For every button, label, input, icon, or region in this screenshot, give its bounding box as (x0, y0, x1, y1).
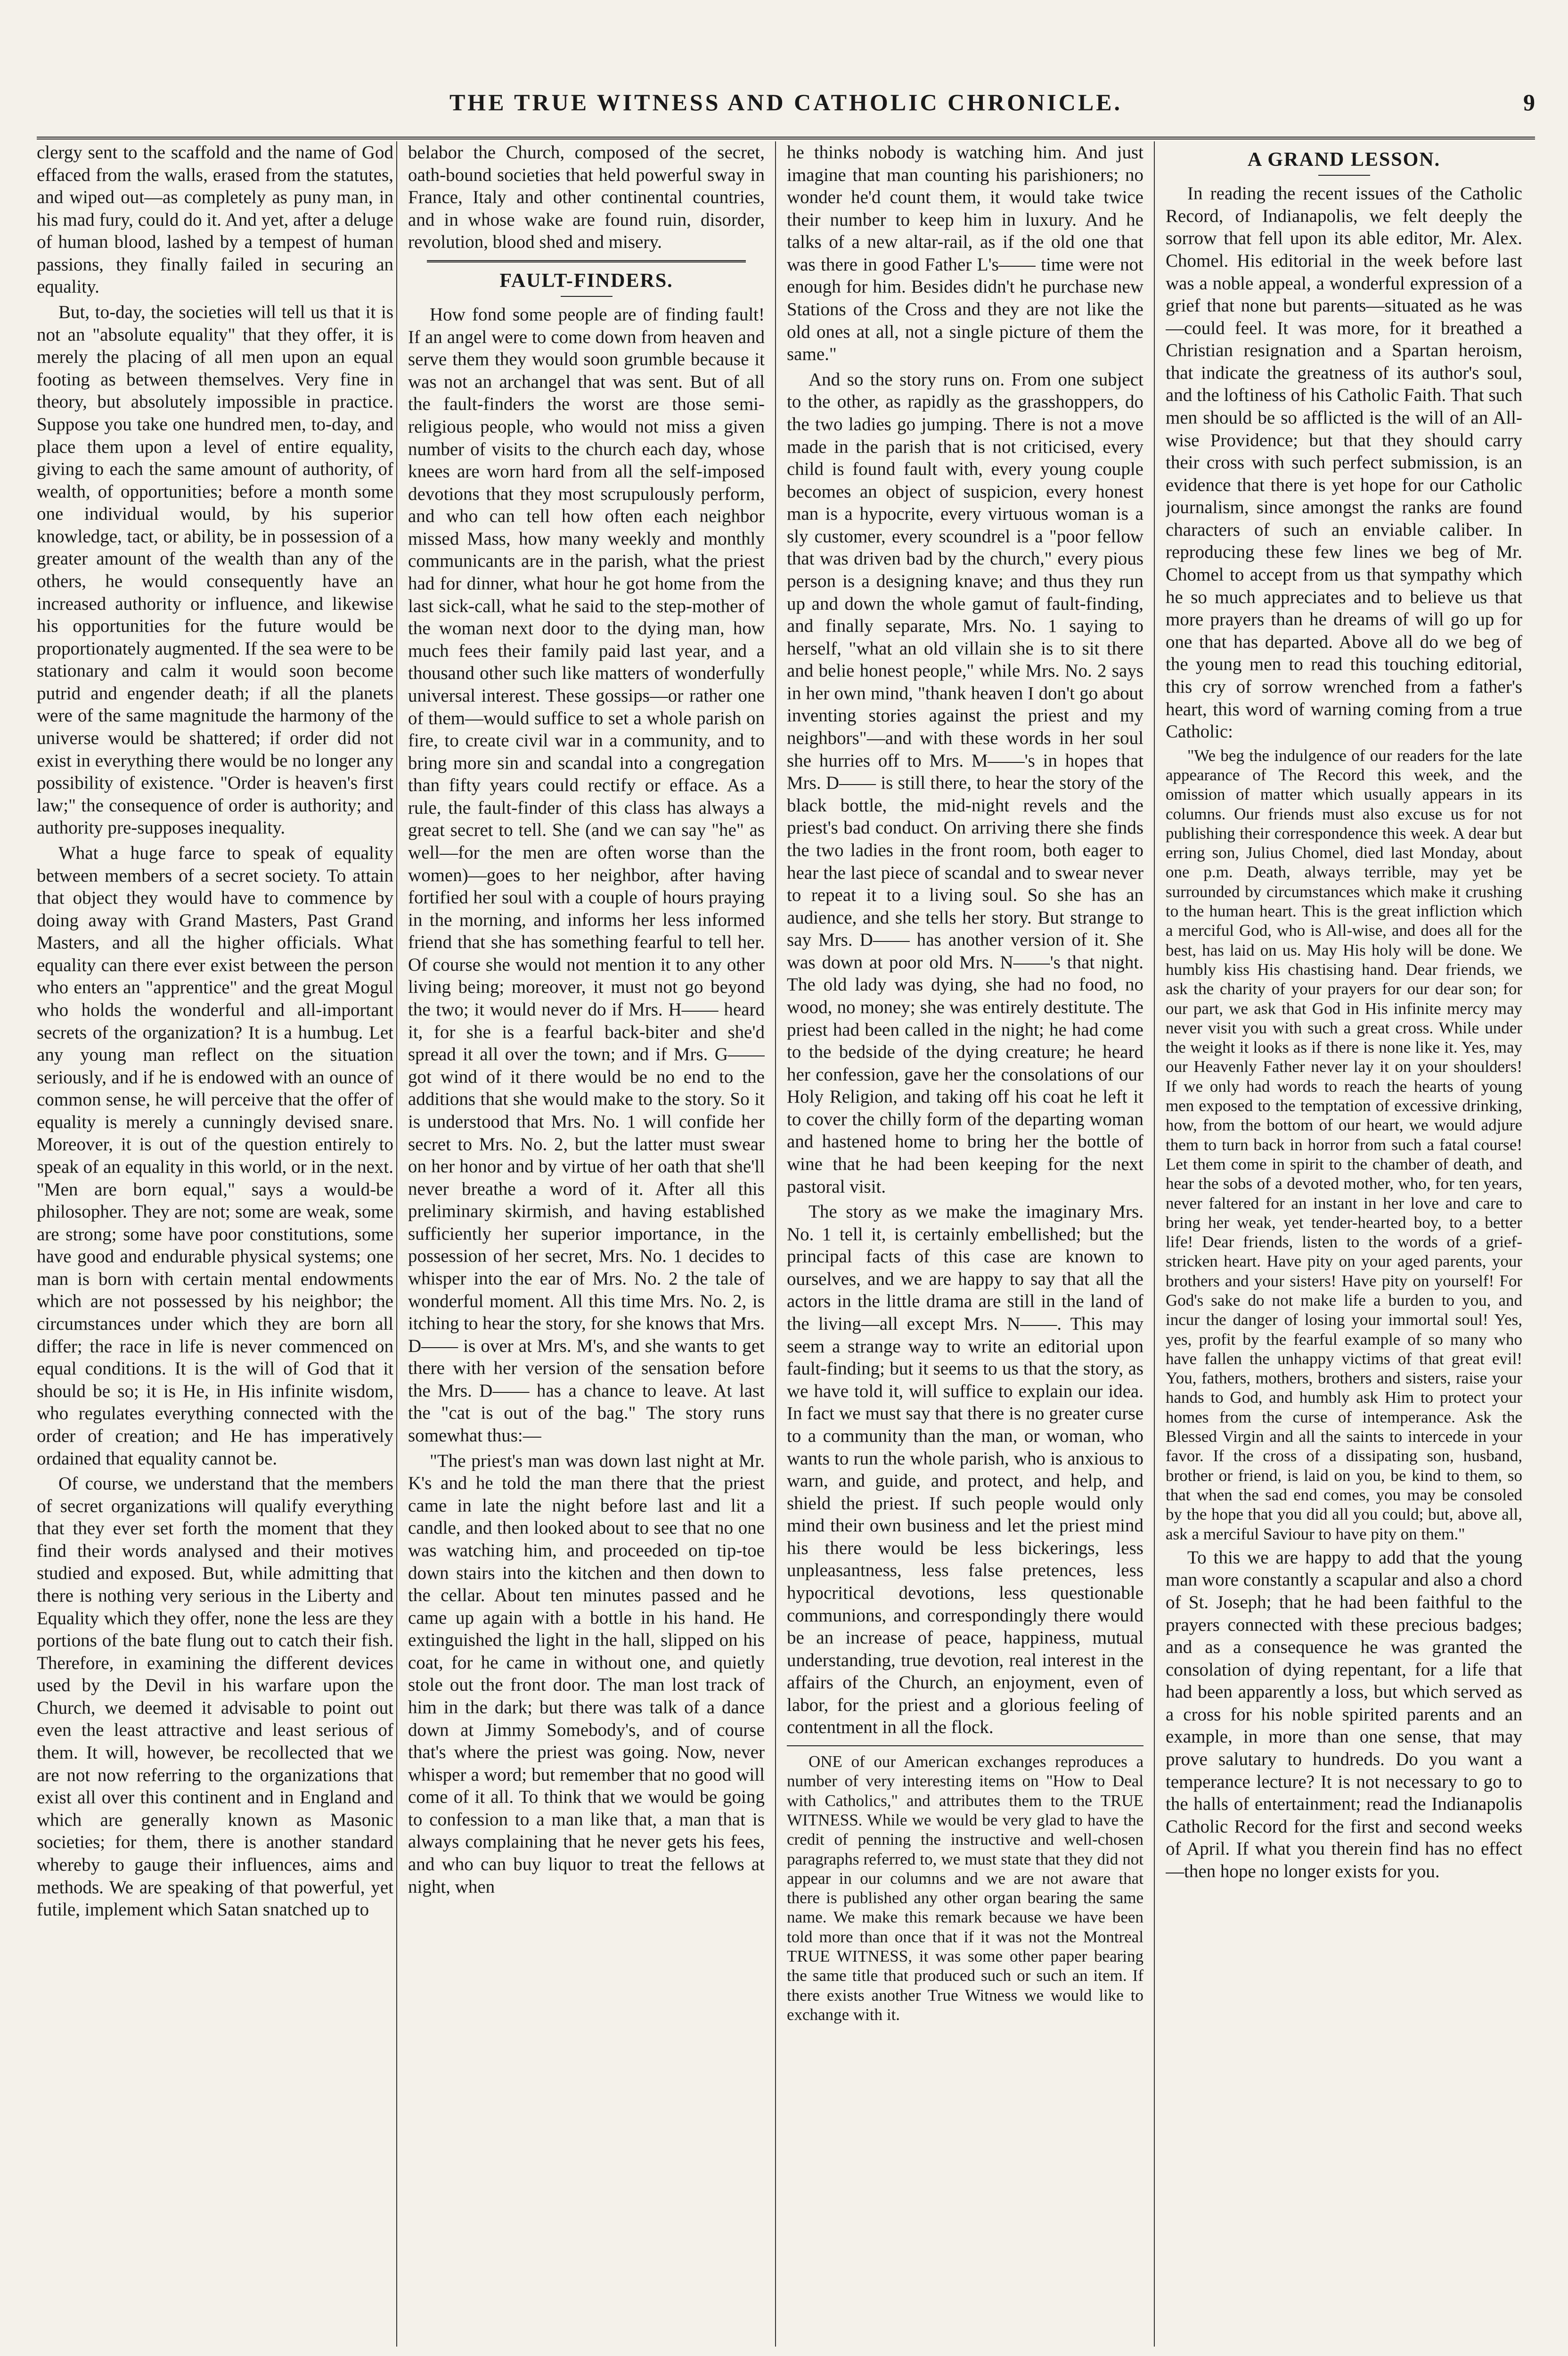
masthead (37, 80, 1535, 139)
exchange-notice (787, 1752, 1143, 2024)
article-paragraph: And so the story runs on. From one subject to the other, as rapidly as the grasshoppers, do the two ladies go jumping. There is not a move made in the parish that is not criticised, every child is found fault with, every young couple becomes an object of suspicion, every honest man is a hypocrite, every virtuous woman is a sly customer, every scoundrel is a "poor fellow that was driven bad by the church," every pious person is a designing knave; and thus they run up and down the whole gamut of fault-finding, and finally separate, Mrs. No. 1 saying to herself, "what an old villain she is to sit there and belie honest people," while Mrs. No. 2 says in her own mind, "thank heaven I don't go about inventing stories against the priest and my neighbors"—and with these words in her soul she hurries off to Mrs. M——'s in hopes that Mrs. D—— is still there, to hear the story of the black bottle, the mid-night revels and the priest's bad conduct. On arriving there she finds the two ladies in the front room, both eager to hear the last piece of scandal and to swear never to repeat it to a living soul. So she has an audience, and she tells her story. But strange to say Mrs. D—— has another version of it. She was down at poor old Mrs. N——'s that night. The old lady was dying, she had no food, no wood, no money; she was entirely destitute. The priest had been called in the night; he had come to the bedside of the dying creature; he heard her confession, gave her the consolations of our Holy Religion, and taking off his coat he left it to cover the chilly form of the departing woman and hastened home to bring her the bottle of wine that he had been keeping for the next pastoral visit. (787, 369, 1143, 1197)
column-divider (775, 141, 776, 2347)
article-paragraph: To this we are happy to add that the young man wore constantly a scapular and also a chord of St. Joseph; that he had been faithful to the prayers connected with these precious badges; and as a consequence he was granted the consolation of dying repentant, for a life that had been apparently a loss, but which served as a cross for his noble spirited parents and an example, in more than one sense, that may prove salutary to hundreds. Do you want a temperance lecture? It is not necessary to go to the halls of entertainment; read the Indianapolis Catholic Record for the first and second weeks of April. If what you therein find has no effect—then hope no longer exists for you. (1166, 1547, 1522, 1882)
page-number: 9 (1523, 89, 1535, 115)
quoted-paragraph: "We beg the indulgence of our readers for the late appearance of The Record this week, and the omission of matter which usually appears in its columns. Our friends must also excuse us for not publishing their correspondence this week. A dear but erring son, Julius Chomel, died last Monday, about one p.m. Death, always terrible, may yet be surrounded by circumstances which make it crushing to the human heart. This is the great infliction which a merciful God, who is All-wise, and does all for the best, has laid on us. May His holy will be done. We humbly kiss His chastising hand. Dear friends, we ask the charity of your prayers for our dear son; for our part, we ask that God in His infinite mercy may never visit you with such a great cross. While under the weight it looks as if there is none like it. Yes, may our Heavenly Father never lay it on your shoulders! If we only had words to reach the hearts of young men exposed to the temptation of excessive drinking, how, from the bottom of our heart, we would adjure them to turn back in horror from such a fatal course! Let them come in spirit to the chamber of death, and hear the sobs of a devoted mother, who, for ten years, never faltered for an instant in her love and care to bring her weak, yet tender-hearted boy, to a better life! Dear friends, listen to the words of a grief-stricken heart. Have pity on your aged parents, your brothers and your sisters! Have pity on yourself! For God's sake do not make life a burden to you, and incur the danger of losing your immortal soul! Yes, yes, profit by the fearful example of so many who have fallen the unhappy victims of that great evil! You, fathers, mothers, brothers and sisters, raise your hands to God, and humbly ask Him to protect your homes from the curse of intemperance. Ask the Blessed Virgin and all the saints to intercede in your favor. If the cross of a dissipating son, husband, brother or friend, is laid on you, be kind to them, so that when the sad end comes, you may be consoled by the hope that you did all you could; but, above all, ask a merciful Saviour to have pity on them." (1166, 746, 1522, 1543)
column-divider (1154, 141, 1155, 2347)
article-paragraph: ONE of our American exchanges reproduces a number of very interesting items on "How to Deal with Catholics," and attributes them to the TRUE WITNESS. While we would be very glad to have the credit of penning the instructive and well-chosen paragraphs referred to, we must state that they did not appear in our columns and we are not aware that there is published any other organ bearing the same name. We make this remark because we have been told more than once that if it was not the Montreal TRUE WITNESS, it was some other paper bearing the same title that produced such or such an item. If there exists another True Witness we would like to exchange with it. (787, 1752, 1143, 2024)
headline-fault-finders: FAULT-FINDERS. (499, 270, 673, 292)
column-3 (787, 141, 1143, 2347)
column-2 (408, 141, 765, 2347)
headline-grand-lesson: A GRAND LESSON. (1247, 149, 1441, 171)
article-paragraph: clergy sent to the scaffold and the name of God effaced from the walls, erased from the statutes, and wiped out—as completely as puny man, in his mad fury, could do it. And yet, after a deluge of human blood, lashed by a tempest of human passions, they finally failed in securing an equality. (37, 142, 393, 297)
article-paragraph: "The priest's man was down last night at Mr. K's and he told the man there that the priest came in late the night before last and lit a candle, and then looked about to see that no one was watching him, and proceeded on tip-toe down stairs into the kitchen and then down to the cellar. About ten minutes passed and he came up again with a bottle in his hand. He extinguished the light in the hall, slipped on his coat, for he came in without one, and quietly stole out the front door. The man lost track of him in the dark; but there was talk of a dance down at Jimmy Somebody's, and of course that's where the priest was going. Now, never whisper a word; but remember that no good will come of it all. To think that we would be going to confession to a man like that, a man that is always complaining that he never gets his fees, and who can buy liquor to treat the fellows at night, when (408, 1450, 765, 1897)
article-paragraph: But, to-day, the societies will tell us that it is not an "absolute equality" that they offer, it is merely the placing of all men upon an equal footing as between themselves. Very fine in theory, but absolutely impossible in practice. Suppose you take one hundred men, to-day, and place them upon a level of entire equality, giving to each the same amount of authority, of wealth, of opportunities; before a month some one individual would, by his superior knowledge, tact, or ability, be in possession of a greater amount of the wealth than any of the others, he would consequently have an increased authority or influence, and likewise his opportunities for the future would be proportionately augmented. If the sea were to be stationary and calm it would soon become putrid and engender death; if all the planets were of the same magnitude the harmony of the universe would be shattered; if order did not exist in everything there would be no longer any possibility of existence. "Order is heaven's first law;" the consequence of order is authority; and authority pre-supposes inequality. (37, 302, 393, 838)
headline-rule (561, 296, 612, 297)
article-paragraph: Of course, we understand that the members of secret organizations will qualify everything that they ever set forth the moment that they find their words analysed and their motives studied and exposed. But, while admitting that there is nothing very serious in the Liberty and Equality which they offer, none the less are they portions of the bate flung out to catch their fish. Therefore, in examining the different devices used by the Devil in his warfare upon the Church, we deemed it advisable to point out even the least attractive and least serious of them. It will, however, be recollected that we are not now referring to the organizations that exist all over this continent and in England and which are generally known as Masonic societies; for them, there is another standard whereby to gauge their influences, aims and methods. We are speaking of that powerful, yet futile, implement which Satan snatched up to (37, 1473, 393, 1920)
article-paragraph: In reading the recent issues of the Catholic Record, of Indianapolis, we felt deeply the sorrow that fell upon its able editor, Mr. Alex. Chomel. His editorial in the week before last was a noble appeal, a wonderful expression of a grief that none but parents—situated as he was—could feel. It was more, for it breathed a Christian resignation and a Spartan heroism, that indicate the greatness of its author's soul, and the loftiness of his Catholic Faith. That such men should be so afflicted is the will of an All-wise Providence; but that they should carry their cross with such perfect submission, is an evidence that there is yet hope for our Catholic journalism, since amongst the ranks are found characters of such an enviable caliber. In reproducing these few lines we beg of Mr. Chomel to accept from us that sympathy which he so much appreciates and to believe us that more prayers than he dreams of will go up for one that has departed. Above all do we beg of the young men to read this touching editorial, this cry of sorrow wrenched from a father's heart, this word of warning coming from a true Catholic: (1166, 183, 1522, 742)
section-divider (787, 1745, 1143, 1746)
article-paragraph: belabor the Church, composed of the secret, oath-bound societies that held powerful sway in France, Italy and other continental countries, and in whose wake are found ruin, disorder, revolution, blood shed and misery. (408, 142, 765, 253)
column-4 (1166, 141, 1522, 2347)
quoted-editorial (1166, 746, 1522, 1544)
article-paragraph: The story as we make the imaginary Mrs. No. 1 tell it, is certainly embellished; but the principal facts of this case are known to ourselves, and we are happy to say that all the actors in the little drama are still in the land of the living—all except Mrs. N——. This may seem a strange way to write an editorial upon fault-finding; but it seems to us that the story, as we have told it, will suffice to explain our idea. In fact we must say that there is no greater curse to a community than the man, or woman, who wants to run the whole parish, who is anxious to warn, and guide, and protect, and help, and shield the priest. If such people would only mind their own business and let the priest mind his there would be less bickerings, less unpleasantness, less false pretences, less hypocritical devotions, less questionable communions, and correspondingly there would be an increase of peace, happiness, mutual understanding, true devotion, real interest in the affairs of the Church, an enjoyment, even of labor, for the priest and a glorious feeling of contentment in all the flock. (787, 1202, 1143, 1738)
headline-rule (1318, 175, 1370, 176)
column-divider (396, 141, 397, 2347)
column-1 (37, 141, 393, 2347)
article-paragraph: How fond some people are of finding fault! If an angel were to come down from heaven and serve them they would soon grumble because it was not an archangel that was sent. But of all the fault-finders the worst are those semi-religious people, who would not miss a given number of visits to the church each day, whose knees are worn hard from all the self-imposed devotions that they most scrupulously perform, and who can tell how often each neighbor missed Mass, how many weekly and monthly communicants are in the parish, what the priest had for dinner, what hour he got home from the last sick-call, what he said to the step-mother of the woman next door to the dying man, how much fees their family paid last year, and a thousand other such like matters of wonderfully universal interest. These gossips—or rather one of them—would suffice to set a whole parish on fire, to create civil war in a community, and to bring more sin and scandal into a congregation than fifty years could rectify or efface. As a rule, the fault-finder of this class has always a great secret to tell. She (and we can say "he" as well—for the men are often worse than the women)—goes to her neighbor, after having fortified her soul with a couple of hours praying in the morning, and informs her less informed friend that she has something fearful to tell her. Of course she would not mention it to any other living being; moreover, it must not go beyond the two; it would never do if Mrs. H—— heard it, for she is a fearful back-biter and she'd spread it all over the town; and if Mrs. G—— got wind of it there would be no end to the additions that she would make to the story. So it is understood that Mrs. No. 1 will confide her secret to Mrs. No. 2, but the latter must swear on her honor and by virtue of her oath that she'll never breathe a word of it. After all this preliminary skirmish, and having established sufficiently her superior importance, in the possession of her secret, Mrs. No. 1 decides to whisper into the ear of Mrs. No. 2 the tale of wonderful moment. All this time Mrs. No. 2, is itching to hear the story, for she knows that Mrs. D—— is over at Mrs. M's, and she wants to get there with her version of the sensation before the Mrs. D—— has a chance to leave. At last the "cat is out of the bag." The story runs somewhat thus:— (408, 304, 765, 1446)
article-paragraph: he thinks nobody is watching him. And just imagine that man counting his parishioners; no wonder he'd count them, it would take twice their number to keep him in luxury. And he talks of a new altar-rail, as if the old one that was there in good Father L's—— time were not enough for him. Besides didn't he purchase new Stations of the Cross and they are not like the old ones at all, not a single picture of them the same." (787, 142, 1143, 365)
article-paragraph: What a huge farce to speak of equality between members of a secret society. To attain that object they would have to commence by doing away with Grand Masters, Past Grand Masters, and all the higher officials. What equality can there ever exist between the person who enters an "apprentice" and the great Mogul who holds the wonderful and all-important secrets of the organization? It is a humbug. Let any young man reflect on the situation seriously, and if he is endowed with an ounce of common sense, he will perceive that the offer of equality is merely a cunningly devised snare. Moreover, it is out of the question entirely to speak of an equality in this world, or in the next. "Men are born equal," says a would-be philosopher. They are not; some are weak, some are strong; some have poor constitutions, some have good and endurable physical systems; one man is born with certain mental endowments which are not possessed by his neighbor; the circumstances under which they are born all differ; the race in life is never commenced on equal conditions. It is the will of God that it should be so; it is He, in His infinite wisdom, who regulates everything connected with the order of creation; and He has imperatively ordained that equality cannot be. (37, 843, 393, 1469)
newspaper-title: THE TRUE WITNESS AND CATHOLIC CHRONICLE. (449, 89, 1123, 115)
section-divider (427, 260, 746, 262)
